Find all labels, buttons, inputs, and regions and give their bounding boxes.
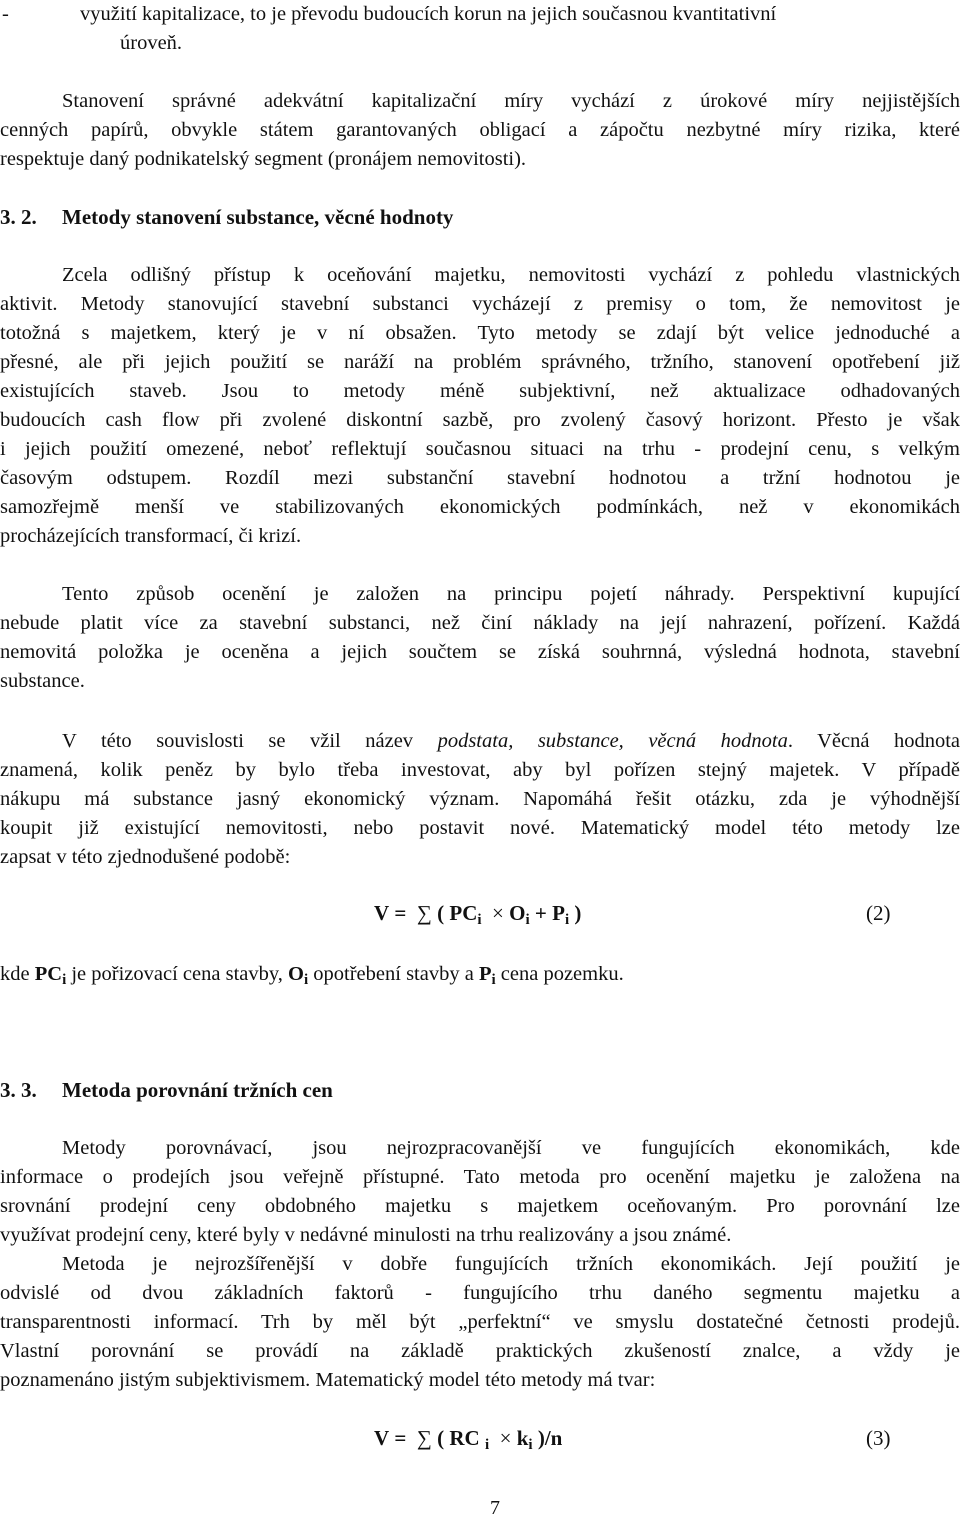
p2-line: aktivit. Metody stanovující stavební substanci vycházejí z premisy o tom, že nemovitost je	[0, 293, 960, 315]
equation-number-3: (3)	[866, 1426, 891, 1450]
section-title: Metoda porovnání tržních cen	[62, 1078, 333, 1102]
page-number: 7	[490, 1497, 500, 1519]
p6-line: transparentnosti informací. Trh by měl být „perfektní“ ve smyslu dostatečné četnosti prodejů.	[0, 1311, 960, 1333]
p6-line: odvislé od dvou základních faktorů - fungujícího trhu daného segmentu majetku a	[0, 1282, 960, 1304]
p4-line: nákupu má substance jasný ekonomický význam. Napomáhá řešit otázku, zda je výhodnější	[0, 788, 960, 810]
p2-line: Zcela odlišný přístup k oceňování majetku, nemovitosti vychází z pohledu vlastnických	[62, 264, 960, 286]
p2-line: procházejících transformací, či krizí.	[0, 525, 302, 547]
p2-line: totožná s majetkem, který je v ní obsažen. Tyto metody se zdají být velice jednoduché a	[0, 322, 960, 344]
equation-number-2: (2)	[866, 901, 891, 925]
sum-symbol: ∑	[416, 901, 432, 925]
list-text-line-1: využití kapitalizace, to je převodu budoucích korun na jejich současnou kvantitativní	[80, 3, 777, 25]
p5-line: srovnání prodejní ceny obdobného majetku s majetkem oceňovaným. Pro porovnání lze	[0, 1195, 960, 1217]
p2-line: časovým odstupem. Rozdíl mezi substanční stavební hodnotou a tržní hodnotou je	[0, 467, 960, 489]
p3-line: Tento způsob ocenění je založen na principu pojetí náhrady. Perspektivní kupující	[62, 583, 960, 605]
p1-line: cenných papírů, obvykle státem garantovaných obligací a zápočtu nezbytné míry rizika, které	[0, 119, 960, 141]
p2-line: i jejich použití omezené, neboť reflektují současnou situaci na trhu - prodejní cenu, s velkým	[0, 438, 960, 460]
section-number: 3. 3.	[0, 1078, 37, 1102]
list-dash: -	[2, 3, 9, 25]
p1-line: respektuje daný podnikatelský segment (pronájem nemovitosti).	[0, 148, 527, 170]
p4-line: V této souvislosti se vžil název podstata, substance, věcná hodnota. Věcná hodnota	[62, 730, 960, 752]
p6-line: Metoda je nejrozšířenější v dobře fungujících tržních ekonomikách. Její použití je	[62, 1253, 960, 1275]
p4-line: zapsat v této zjednodušené podobě:	[0, 846, 291, 868]
p4-line: koupit již existující nemovitosti, nebo postavit nové. Matematický model této metody lze	[0, 817, 960, 839]
p6-line: poznamenáno jistým subjektivismem. Matematický model této metody má tvar:	[0, 1369, 656, 1391]
p6-line: Vlastní porovnání se provádí na základě praktických zkušeností znalce, a vždy je	[0, 1340, 960, 1362]
p3-line: nemovitá položka je oceněna a jejich součtem se získá souhrnná, výsledná hodnota, stavební	[0, 641, 960, 663]
section-number: 3. 2.	[0, 205, 37, 229]
times-symbol: ×	[492, 901, 504, 925]
p5-line: Metody porovnávací, jsou nejrozpracovanější ve fungujících ekonomikách, kde	[62, 1137, 960, 1159]
formula-2-legend: kde $PC_i$ je pořizovací cena stavby, $O_i$ opotřebení stavby a $P_i$ cena pozemku.	[0, 963, 624, 988]
p4-line: znamená, kolik peněz by bylo třeba investovat, aby byl pořízen stejný majetek. V případě	[0, 759, 960, 781]
times-symbol: ×	[499, 1426, 512, 1450]
p1-line: Stanovení správné adekvátní kapitalizační míry vychází z úrokové míry nejjistějších	[62, 90, 960, 112]
p5-line: informace o prodejích jsou veřejně přístupné. Tato metoda pro ocenění majetku je založena na	[0, 1166, 960, 1188]
sum-symbol: ∑	[416, 1426, 432, 1450]
p2-line: existujících staveb. Jsou to metody méně subjektivní, než aktualizace odhadovaných	[0, 380, 960, 402]
italic-term: podstata, substance, věcná hodnota	[437, 730, 788, 752]
p3-line: substance.	[0, 670, 85, 692]
formula-3: V = ∑ ( RC $_i \times k_i$ )/n	[374, 1426, 563, 1453]
p2-line: samozřejmě menší ve stabilizovaných ekonomických podmínkách, než v ekonomikách	[0, 496, 960, 518]
list-text-line-2: úroveň.	[120, 32, 183, 54]
section-title: Metody stanovení substance, věcné hodnoty	[62, 205, 454, 229]
p3-line: nebude platit více za stavební substanci, než činí náklady na její nahrazení, pořízení. Každá	[0, 612, 960, 634]
p5-line: využívat prodejní ceny, které byly v nedávné minulosti na trhu realizovány a jsou známé.	[0, 1224, 732, 1246]
formula-2: V = ∑ ( $PC_i \times O_i + P_i$ )	[374, 901, 582, 928]
p2-line: přesné, ale při jejich použití se naráží na problém správného, tržního, stanovení opotřebení již	[0, 351, 960, 373]
p2-line: budoucích cash flow při zvolené diskontní sazbě, pro zvolený časový horizont. Přesto je však	[0, 409, 960, 431]
